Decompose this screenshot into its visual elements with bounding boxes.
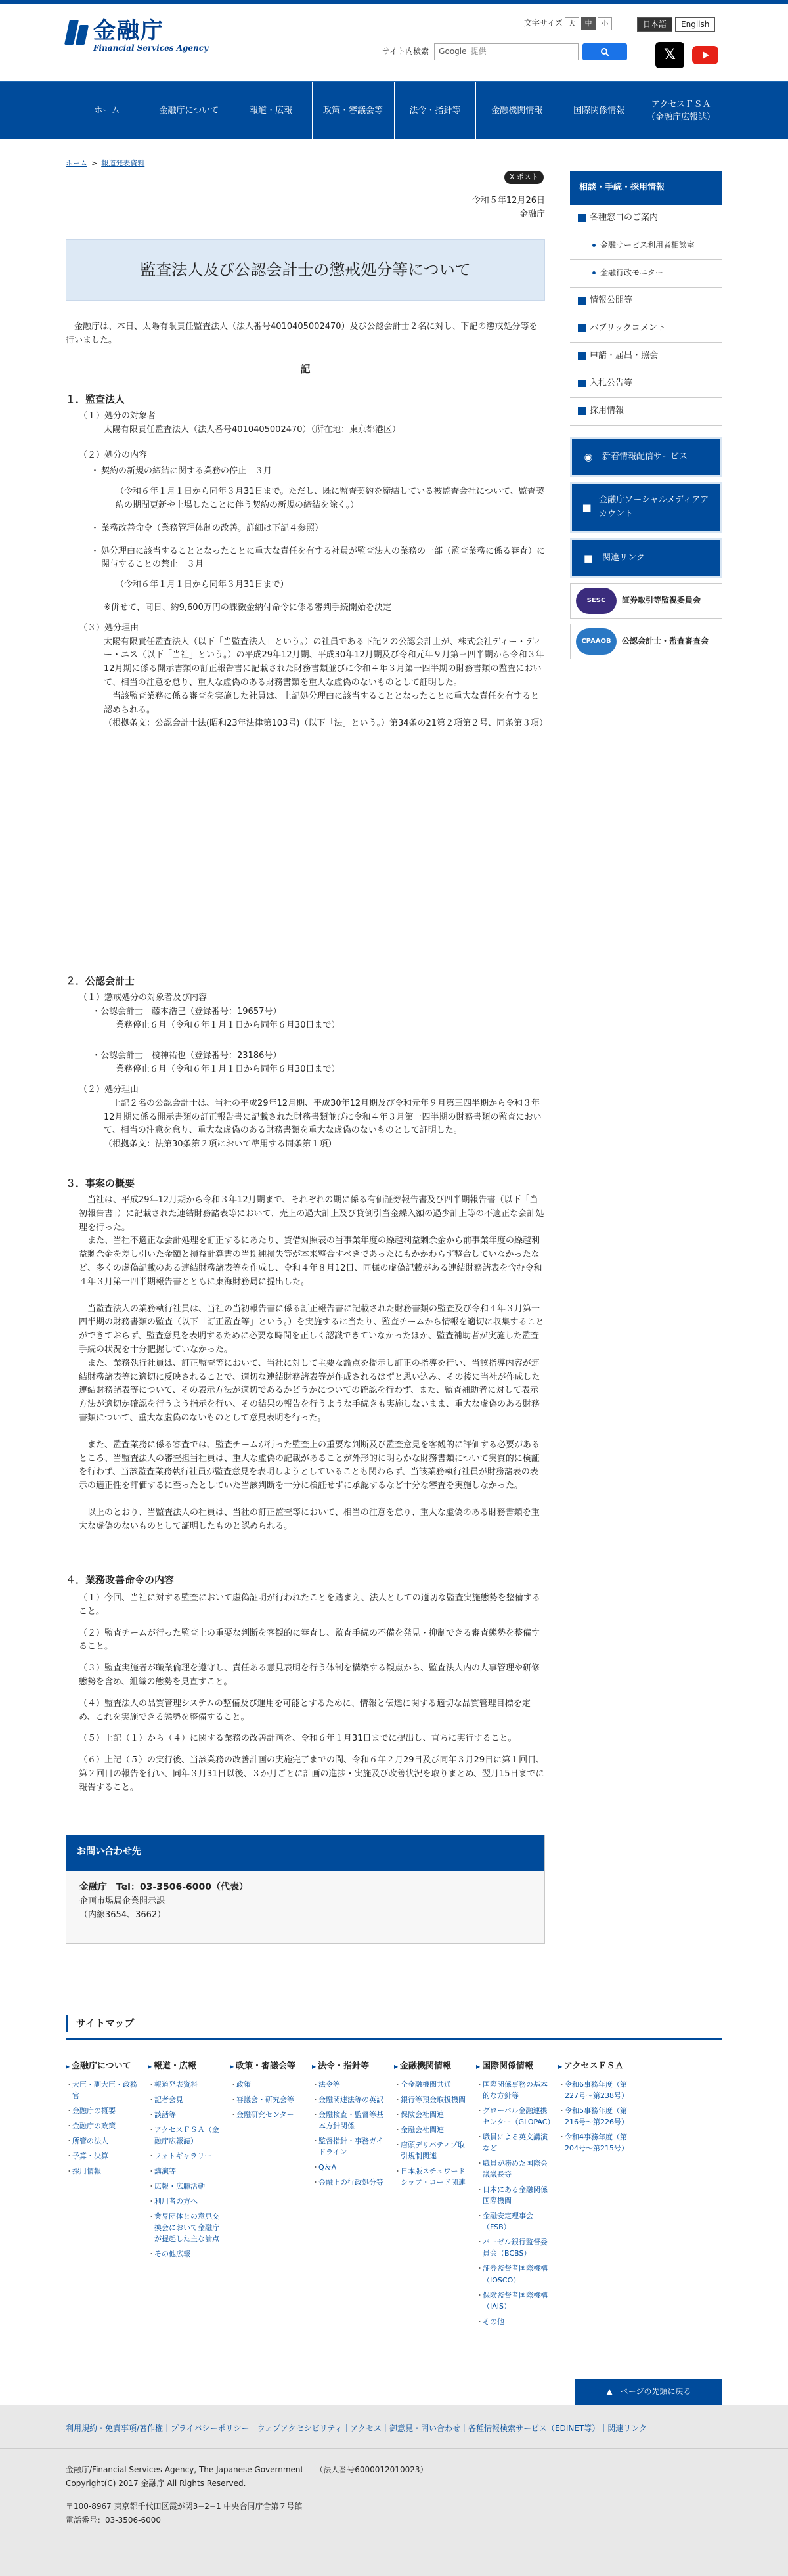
text-size-label: 文字サイズ xyxy=(524,18,563,28)
x-post-button[interactable]: X ポスト xyxy=(504,171,544,184)
sitemap-divider xyxy=(66,2038,722,2040)
related-links-button[interactable] xyxy=(570,538,722,578)
contact-title: お問い合わせ先 xyxy=(66,1835,544,1871)
footer-name: 金融庁/Financial Services Agency, The Japanese Government （法人番号6000012010023） xyxy=(66,2465,428,2474)
logo-title-en: Financial Services Agency xyxy=(93,43,209,53)
fsa-logo[interactable] xyxy=(66,18,208,53)
sesc-banner[interactable] xyxy=(570,583,722,619)
breadcrumb: ホーム > 報道発表資料 xyxy=(66,159,145,167)
note: ※併せて、同日、約9,600万円の課徴金納付命令に係る審判手続開始を決定 xyxy=(104,602,391,613)
gnav-about[interactable]: 金融庁について xyxy=(148,82,230,140)
text: 業務停止６月（令和６年１月１日から同年６月30日まで） xyxy=(116,1064,340,1075)
sitemap-link[interactable]: ・ 審議会・研究会等 xyxy=(230,2094,305,2105)
sitemap-link[interactable]: ・ グローバル金融連携センター（GLOPAC） xyxy=(476,2105,552,2128)
sitemap-columns xyxy=(66,2060,722,2331)
ki-heading: 記 xyxy=(300,363,311,375)
lang-english[interactable]: English xyxy=(675,17,715,32)
sitemap-link[interactable]: ・ 金融上の行政処分等 xyxy=(312,2177,387,2188)
sitemap-link[interactable]: ・ 利用者の方へ xyxy=(148,2196,223,2207)
search-placeholder: 提供 xyxy=(470,47,487,56)
sitemap-link[interactable]: ・ 令和5事務年度（第216号〜第226号） xyxy=(558,2105,634,2128)
breadcrumb-home[interactable]: ホーム xyxy=(66,159,87,167)
sitemap-link[interactable]: ・ その他 xyxy=(476,2316,552,2327)
site-search xyxy=(382,43,627,60)
sitemap-link[interactable]: ・ 保険会社関連 xyxy=(394,2109,470,2120)
sitemap-column-title[interactable]: ▶ 法令・指針等 xyxy=(312,2060,387,2074)
sitemap-link[interactable]: ・ 職員による英文講演など xyxy=(476,2131,552,2154)
text: 業務停止６月（令和６年１月１日から同年６月30日まで） xyxy=(116,1020,340,1030)
text-size-small[interactable]: 小 xyxy=(598,17,612,30)
sitemap-column xyxy=(476,2060,558,2331)
lang-japanese[interactable]: 日本語 xyxy=(637,17,672,32)
sitemap-link[interactable]: ・ 金融検査・監督等基本方針関係 xyxy=(312,2109,387,2131)
social-media-button[interactable] xyxy=(570,482,722,533)
gnav-policy[interactable]: 政策・審議会等 xyxy=(312,82,394,140)
x-twitter-icon[interactable]: 𝕏 xyxy=(655,42,684,68)
sitemap-column-title[interactable]: ▶ 金融機関情報 xyxy=(394,2060,470,2074)
text: 太陽有限責任監査法人（法人番号4010405002470）（所在地：東京都港区） xyxy=(104,424,401,435)
sitemap-column-title[interactable]: ▶ 国際関係情報 xyxy=(476,2060,552,2074)
sidebar-item-disclosure[interactable]: 情報公開等 xyxy=(570,288,722,315)
sitemap-column xyxy=(312,2060,394,2331)
text: ・ 契約の新規の締結に関する業務の停止 ３月 xyxy=(101,466,273,477)
sitemap-link[interactable]: ・ 証券監督者国際機構（IOSCO） xyxy=(476,2263,552,2285)
sitemap-link[interactable]: ・ 所管の法人 xyxy=(66,2135,141,2147)
sitemap-column-title[interactable]: ▶ 金融庁について xyxy=(66,2060,141,2074)
sitemap-link[interactable]: ・ フォトギャラリー xyxy=(148,2150,223,2162)
paragraph: 当監査法人の業務執行社員は、当社の当初報告書に係る訂正報告書に記載された財務書類の監査及び令和４年３月第一四半期の財務書類の監査（以下「訂正監査等」という。）を実施するに当たり、監査チームから情報を適切に収集することができておらず、監査意見を表明するために必要な時間を正しく認識できていなかったほか、監査補助者が実施した監査手続の状況を十分把握していなかった。 xyxy=(79,1303,544,1355)
sidebar-item-public-comment[interactable]: パブリックコメント xyxy=(570,315,722,343)
text: （根拠条文：法第30条第２項において準用する同条第１項） xyxy=(104,1139,337,1150)
square-icon: ■ xyxy=(582,502,592,513)
sitemap-link[interactable]: ・ 記者会見 xyxy=(148,2094,223,2105)
section-improvement-order xyxy=(66,1572,545,1795)
language-switcher xyxy=(637,17,715,32)
footer-link-list[interactable]: 利用規約・免責事項/著作権｜プライバシーポリシー｜ウェブアクセシビリティ｜アクセス｜御意見・問い合わせ｜各種情報検索サービス（EDINET等）｜関連リンク xyxy=(66,2424,647,2433)
text: （令和６年１月１日から同年３月31日まで。ただし、既に監査契約を締結している被監査会社について、監査契約の期間更新や上場したことに伴う契約の新規の締結を除く。） xyxy=(116,487,544,510)
text: （令和６年１月１日から同年３月31日まで） xyxy=(116,580,289,590)
youtube-icon[interactable] xyxy=(691,42,720,68)
sitemap-link[interactable]: ・ 監督指針・事務ガイドライン xyxy=(312,2135,387,2158)
section-heading: ４．業務改善命令の内容 xyxy=(66,1574,175,1586)
site-header xyxy=(0,4,788,81)
text: 上記２名の公認会計士は、当社の平成29年12月期、平成30年12月期及び令和元年９月第三四半期から令和３年12月期に係る開示書類の訂正報告書に記載された財務書類並びに令和４年３月第一四半期の財務書類の監査において、相当の注意を怠り、重大な虚偽のある財務書類を重大な虚偽のないものとして証明した。 xyxy=(104,1098,542,1136)
sitemap-link[interactable]: ・ 広報・広聴活動 xyxy=(148,2181,223,2192)
list-item xyxy=(66,465,545,479)
logo-title-jp: 金融庁 xyxy=(93,18,164,44)
sitemap-link[interactable]: ・ バーゼル銀行監督委員会（BCBS） xyxy=(476,2237,552,2259)
search-button[interactable] xyxy=(582,43,627,60)
sitemap-link[interactable]: ・ 職員が務めた国際会議議長等 xyxy=(476,2158,552,2180)
sitemap-link[interactable]: ・ 政策 xyxy=(230,2079,305,2090)
sidebar-item-monitor[interactable]: 金融行政モニター xyxy=(570,260,722,288)
lead-paragraph: 金融庁は、本日、太陽有限責任監査法人（法人番号4010405002470）及び公認会計士２名に対し、下記の懲戒処分等を行いました。 xyxy=(66,322,538,345)
paragraph: 当社は、平成29年12月期から令和３年12月期まで、それぞれの期に係る有価証券報告書及び四半期報告書（以下「当初報告書」）に記載された連結財務諸表等において、売上の過大計上及び貸倒引当金繰入額の過少計上等の不適正な会計処理を行った。 xyxy=(79,1195,544,1233)
sitemap-link[interactable]: ・ 店頭デリバティブ取引規制関連 xyxy=(394,2139,470,2162)
sitemap-link[interactable]: ・ 金融庁の概要 xyxy=(66,2105,141,2116)
paragraph: また、業務執行社員は、訂正監査等において、当社に対して主要な論点を提示し訂正の指導を行い、当該指導内容が連結財務諸表等に適切に反映されることで、適切な連結財務諸表等が作成されるはずと思い込み、その後に当社が作成した連結財務諸表等について、その表示方法が適切であるかどうかについての確認を行わず、また、監査補助者に対して表示方法が適切か確認を行うよう指示を行い、その結果の報告を行うような手続きも実施しないまま、重大な虚偽のある財務書類について、重大な虚偽のないものとして意見表明を行った。 xyxy=(79,1358,540,1423)
sitemap xyxy=(66,2015,722,2331)
sitemap-title: サイトマップ xyxy=(66,2015,722,2032)
sesc-logo-icon: SESC xyxy=(576,588,617,614)
sitemap-link[interactable]: ・ 金融研究センター xyxy=(230,2109,305,2120)
subheading: （２）処分の内容 xyxy=(79,450,148,460)
sitemap-column xyxy=(230,2060,312,2331)
text: 当該監査業務に係る審査を実施した社員は、上記処分理由に該当することとなったことに重大な責任を有すると認められる。 xyxy=(104,691,540,715)
section-case-summary xyxy=(66,1175,545,1534)
sitemap-link[interactable]: ・ 保険監督者国際機構（IAIS） xyxy=(476,2290,552,2312)
sitemap-link[interactable]: ・ 金融庁の政策 xyxy=(66,2120,141,2131)
sidebar-item-recruitment[interactable]: 採用情報 xyxy=(570,398,722,426)
contact-org: 金融庁 Tel：03-3506-6000（代表） xyxy=(79,1882,249,1892)
text: ・公認会計士 藤本浩巳（登録番号：19657号） xyxy=(92,1006,282,1016)
gnav-laws[interactable]: 法令・指針等 xyxy=(394,82,476,140)
footer-info xyxy=(0,2449,788,2527)
sidebar-item-consultation[interactable]: 金融サービス利用者相談室 xyxy=(570,232,722,260)
text: ・ 業務改善命令（業務管理体制の改善。詳細は下記４参照） xyxy=(101,523,324,533)
sitemap-link[interactable]: ・ 金融安定理事会（FSB） xyxy=(476,2210,552,2233)
button-label: 新着情報配信サービス xyxy=(602,451,688,462)
cpaaob-logo-icon: CPAAOB xyxy=(576,628,617,655)
news-subscription-button[interactable] xyxy=(570,437,722,477)
list-item: （５）上記（１）から（４）に関する業務の改善計画を、令和６年１月31日までに提出し、直ちに実行すること。 xyxy=(79,1734,517,1744)
sitemap-link[interactable]: ・ 銀行等預金取扱機関 xyxy=(394,2094,470,2105)
section-heading: ２．公認会計士 xyxy=(66,975,135,987)
banner-label: 公認会計士・監査審査会 xyxy=(622,636,709,646)
page-title: 監査法人及び公認会計士の懲戒処分等について xyxy=(66,239,545,301)
list-item xyxy=(66,545,545,573)
sitemap-link[interactable]: ・ 報道発表資料 xyxy=(148,2079,223,2090)
article-meta xyxy=(472,194,545,222)
sidebar-item-applications[interactable]: 申請・届出・照会 xyxy=(570,343,722,370)
subheading: （３）処分理由 xyxy=(79,622,139,633)
list-item: （６）上記（５）の実行後、当該業務の改善計画の実施完了までの間、令和６年２月29日及び同年３月29日に第１回目、第２回目の報告を行い、同年３月31日以後、３か月ごとに計画の進捗・実施及び改善状況を取りまとめ、翌月15日までに報告すること。 xyxy=(79,1755,545,1793)
text: ・ 処分理由に該当することとなったことに重大な責任を有する社員が監査法人の業務の一部（監査業務に係る審査）に関与することの禁止 ３月 xyxy=(101,546,546,570)
gnav-access-fsa[interactable]: アクセスＦＳＡ （金融庁広報誌） xyxy=(640,82,722,140)
search-input[interactable] xyxy=(434,43,579,60)
gnav-home[interactable]: ホーム xyxy=(66,82,148,140)
cpaaob-banner[interactable] xyxy=(570,624,722,659)
contact-box xyxy=(66,1835,545,1944)
sitemap-link[interactable]: ・ 大臣・副大臣・政務官 xyxy=(66,2079,141,2101)
footer-links xyxy=(0,2405,788,2449)
sitemap-link[interactable]: ・ 令和6事務年度（第227号〜第238号） xyxy=(558,2079,634,2101)
subheading: （１）懲戒処分の対象者及び内容 xyxy=(79,993,208,1003)
sidebar-item-tenders[interactable]: 入札公告等 xyxy=(570,370,722,398)
footer-copyright: Copyright(C) 2017 金融庁 All Rights Reserved. xyxy=(66,2479,246,2488)
article-org: 金融庁 xyxy=(519,209,545,219)
sitemap-link[interactable]: ・ Q＆A xyxy=(312,2162,387,2173)
back-to-top-button[interactable]: ▲ ページの先頭に戻る xyxy=(575,2379,722,2405)
list-item: （１）今回、当社に対する監査において虚偽証明が行われたことを踏まえ、法人としての適切な監査実施態勢を整備すること。 xyxy=(79,1593,540,1617)
wifi-icon: ◉ xyxy=(584,451,593,463)
sitemap-link[interactable]: ・ 業界団体との意見交換会において金融庁が提起した主な論点 xyxy=(148,2211,223,2244)
sitemap-column xyxy=(148,2060,230,2331)
sitemap-column-title[interactable]: ▶ アクセスＦＳＡ xyxy=(558,2060,634,2074)
contact-dept: 企画市場局企業開示課 xyxy=(79,1896,165,1906)
sitemap-link[interactable]: ・ 令和4事務年度（第204号〜第215号） xyxy=(558,2131,634,2154)
sitemap-column xyxy=(394,2060,476,2331)
paragraph: 以上のとおり、当監査法人の社員は、当社の訂正監査等において、相当の注意を怠り、重大な虚偽のある財務書類を重大な虚偽のないものとして証明したものと認められる。 xyxy=(79,1507,540,1531)
sitemap-link[interactable]: ・ 予算・決算 xyxy=(66,2150,141,2162)
button-label: 金融庁ソーシャルメディアアカウント xyxy=(599,495,709,519)
sitemap-link[interactable]: ・ 日本にある金融関係国際機関 xyxy=(476,2184,552,2206)
google-label: Google xyxy=(439,47,467,56)
site-footer xyxy=(0,2405,788,2576)
list-item xyxy=(66,522,545,536)
section-cpa xyxy=(66,973,545,1152)
search-icon xyxy=(600,47,609,56)
subheading: （１）処分の対象者 xyxy=(79,411,156,421)
sidebar-title: 相談・手続・採用情報 xyxy=(570,171,722,205)
sitemap-link[interactable]: ・ 国際関係事務の基本的な方針等 xyxy=(476,2079,552,2101)
sitemap-column-title[interactable]: ▶ 政策・審議会等 xyxy=(230,2060,305,2074)
gnav-press[interactable]: 報道・広報 xyxy=(230,82,312,140)
banner-label: 証券取引等監視委員会 xyxy=(622,596,701,605)
text: 太陽有限責任監査法人（以下「当監査法人」という。）の社員である下記２の公認会計士が、株式会社ディー・ディー・エス（以下「当社」という。）の平成29年12月期、平成30年12月期及び令和元年９月第三四半期から令和３年12月期に係る開示書類の訂正報告書に記載された財務書類並びに令和４年３月第一四半期の財務書類の監査において、相当の注意を怠り、重大な虚偽のある財務書類を重大な虚偽のないものとして証明した。 xyxy=(104,636,544,688)
sitemap-column xyxy=(66,2060,148,2331)
section-heading: ３．事案の概要 xyxy=(66,1177,135,1189)
contact-ext: （内線3654、3662） xyxy=(79,1910,166,1920)
sitemap-link[interactable]: ・ 採用情報 xyxy=(66,2166,141,2177)
content-wrap xyxy=(0,171,788,2525)
paragraph: また、当社不適正な会計処理を訂正するにあたり、貸借対照表の当事業年度の繰越利益剰余金から前事業年度の繰越利益剰余金を差し引いた金額と損益計算書の当期純損失等が本来整合すべきであったにもかかわらず整合していなかったなど、多くの虚偽記載のある連結財務諸表等を作成し、令和４年８月12日、同様の虚偽記載がある連結財務諸表を含む令和４年３月第一四半期報告書とともに東海財務局に提出した。 xyxy=(79,1236,542,1287)
sitemap-link[interactable]: ・ その他広報 xyxy=(148,2248,223,2259)
text-size-medium[interactable]: 中 xyxy=(581,17,596,30)
paragraph: また、監査業務に係る審査では、監査チームが行った監査上の重要な判断及び監査意見を客観的に評価する必要があるところ、当監査法人の審査担当社員は、重大な虚偽の記載があることが外形的に明らかな財務書類について実質的に検証を行わず、当該監査業務執行社員が監査意見を表明しようとしていることも関わらず、当該業務執行社員が財務諸表の表示の適正性を評価するに至ったとしていた当該判断を十分に検証せずに承認するなど十分な審査を実施しなかった。 xyxy=(79,1439,540,1491)
sitemap-link[interactable]: ・ 金融会社関連 xyxy=(394,2124,470,2135)
text-size-switcher xyxy=(524,17,612,30)
sitemap-link[interactable]: ・ 法令等 xyxy=(312,2079,387,2090)
subheading: （２）処分理由 xyxy=(79,1084,139,1095)
sitemap-column-title[interactable]: ▶ 報道・広報 xyxy=(148,2060,223,2074)
text: （根拠条文：公認会計士法(昭和23年法律第103号)（以下「法」という。）第34条の21第２項第２号、同条第３項） xyxy=(104,718,548,729)
text: ・公認会計士 榎神祐也（登録番号：23186号） xyxy=(92,1051,282,1061)
breadcrumb-press[interactable]: 報道発表資料 xyxy=(101,159,145,167)
sitemap-link[interactable]: ・ アクセスＦＳＡ（金融庁広報誌） xyxy=(148,2124,223,2147)
sidebar-list xyxy=(570,205,722,426)
sitemap-link[interactable]: ・ 全金融機関共通 xyxy=(394,2079,470,2090)
list-item: （２）監査チームが行った監査上の重要な判断を客観的に審査し、監査手続の不備を発見・抑制できる審査態勢を整備すること。 xyxy=(79,1628,540,1652)
list-item: （４）監査法人の品質管理システムの整備及び運用を可能とするために、情報と伝達に関する適切な品質管理目標を定め、これを実施できる態勢を整備すること。 xyxy=(79,1698,531,1722)
gnav-international[interactable]: 国際関係情報 xyxy=(558,82,640,140)
sitemap-link[interactable]: ・ 日本版スチュワードシップ・コード関連 xyxy=(394,2166,470,2188)
article-date: 令和５年12月26日 xyxy=(471,196,545,206)
fsa-logo-mark xyxy=(66,18,89,47)
list-item: （３）監査実施者が職業倫理を遵守し、責任ある意見表明を行う体制を構築する観点から、監査法人内の人事管理や研修態勢を含め、組織の態勢を見直すこと。 xyxy=(79,1663,540,1687)
gnav-institutions[interactable]: 金融機関情報 xyxy=(475,82,558,140)
sidebar-item-contact-windows[interactable]: 各種窓口のご案内 xyxy=(570,205,722,232)
text-size-large[interactable]: 大 xyxy=(565,17,579,30)
footer-address: 〒100-8967 東京都千代田区霞が関3−2−1 中央合同庁舎第７号館 xyxy=(66,2502,303,2511)
square-icon: ■ xyxy=(583,552,594,564)
global-nav xyxy=(0,81,788,139)
section-heading: １．監査法人 xyxy=(66,393,125,405)
button-label: 関連リンク xyxy=(602,552,645,563)
footer-tel: 電話番号：03-3506-6000 xyxy=(66,2516,162,2525)
sitemap-link[interactable]: ・ 談話等 xyxy=(148,2109,223,2120)
sitemap-column xyxy=(558,2060,640,2331)
sidebar xyxy=(570,171,722,659)
sitemap-link[interactable]: ・ 講演等 xyxy=(148,2166,223,2177)
section-audit-firm xyxy=(66,391,548,731)
search-label: サイト内検索 xyxy=(382,47,429,56)
sitemap-link[interactable]: ・ 金融関連法等の英訳 xyxy=(312,2094,387,2105)
